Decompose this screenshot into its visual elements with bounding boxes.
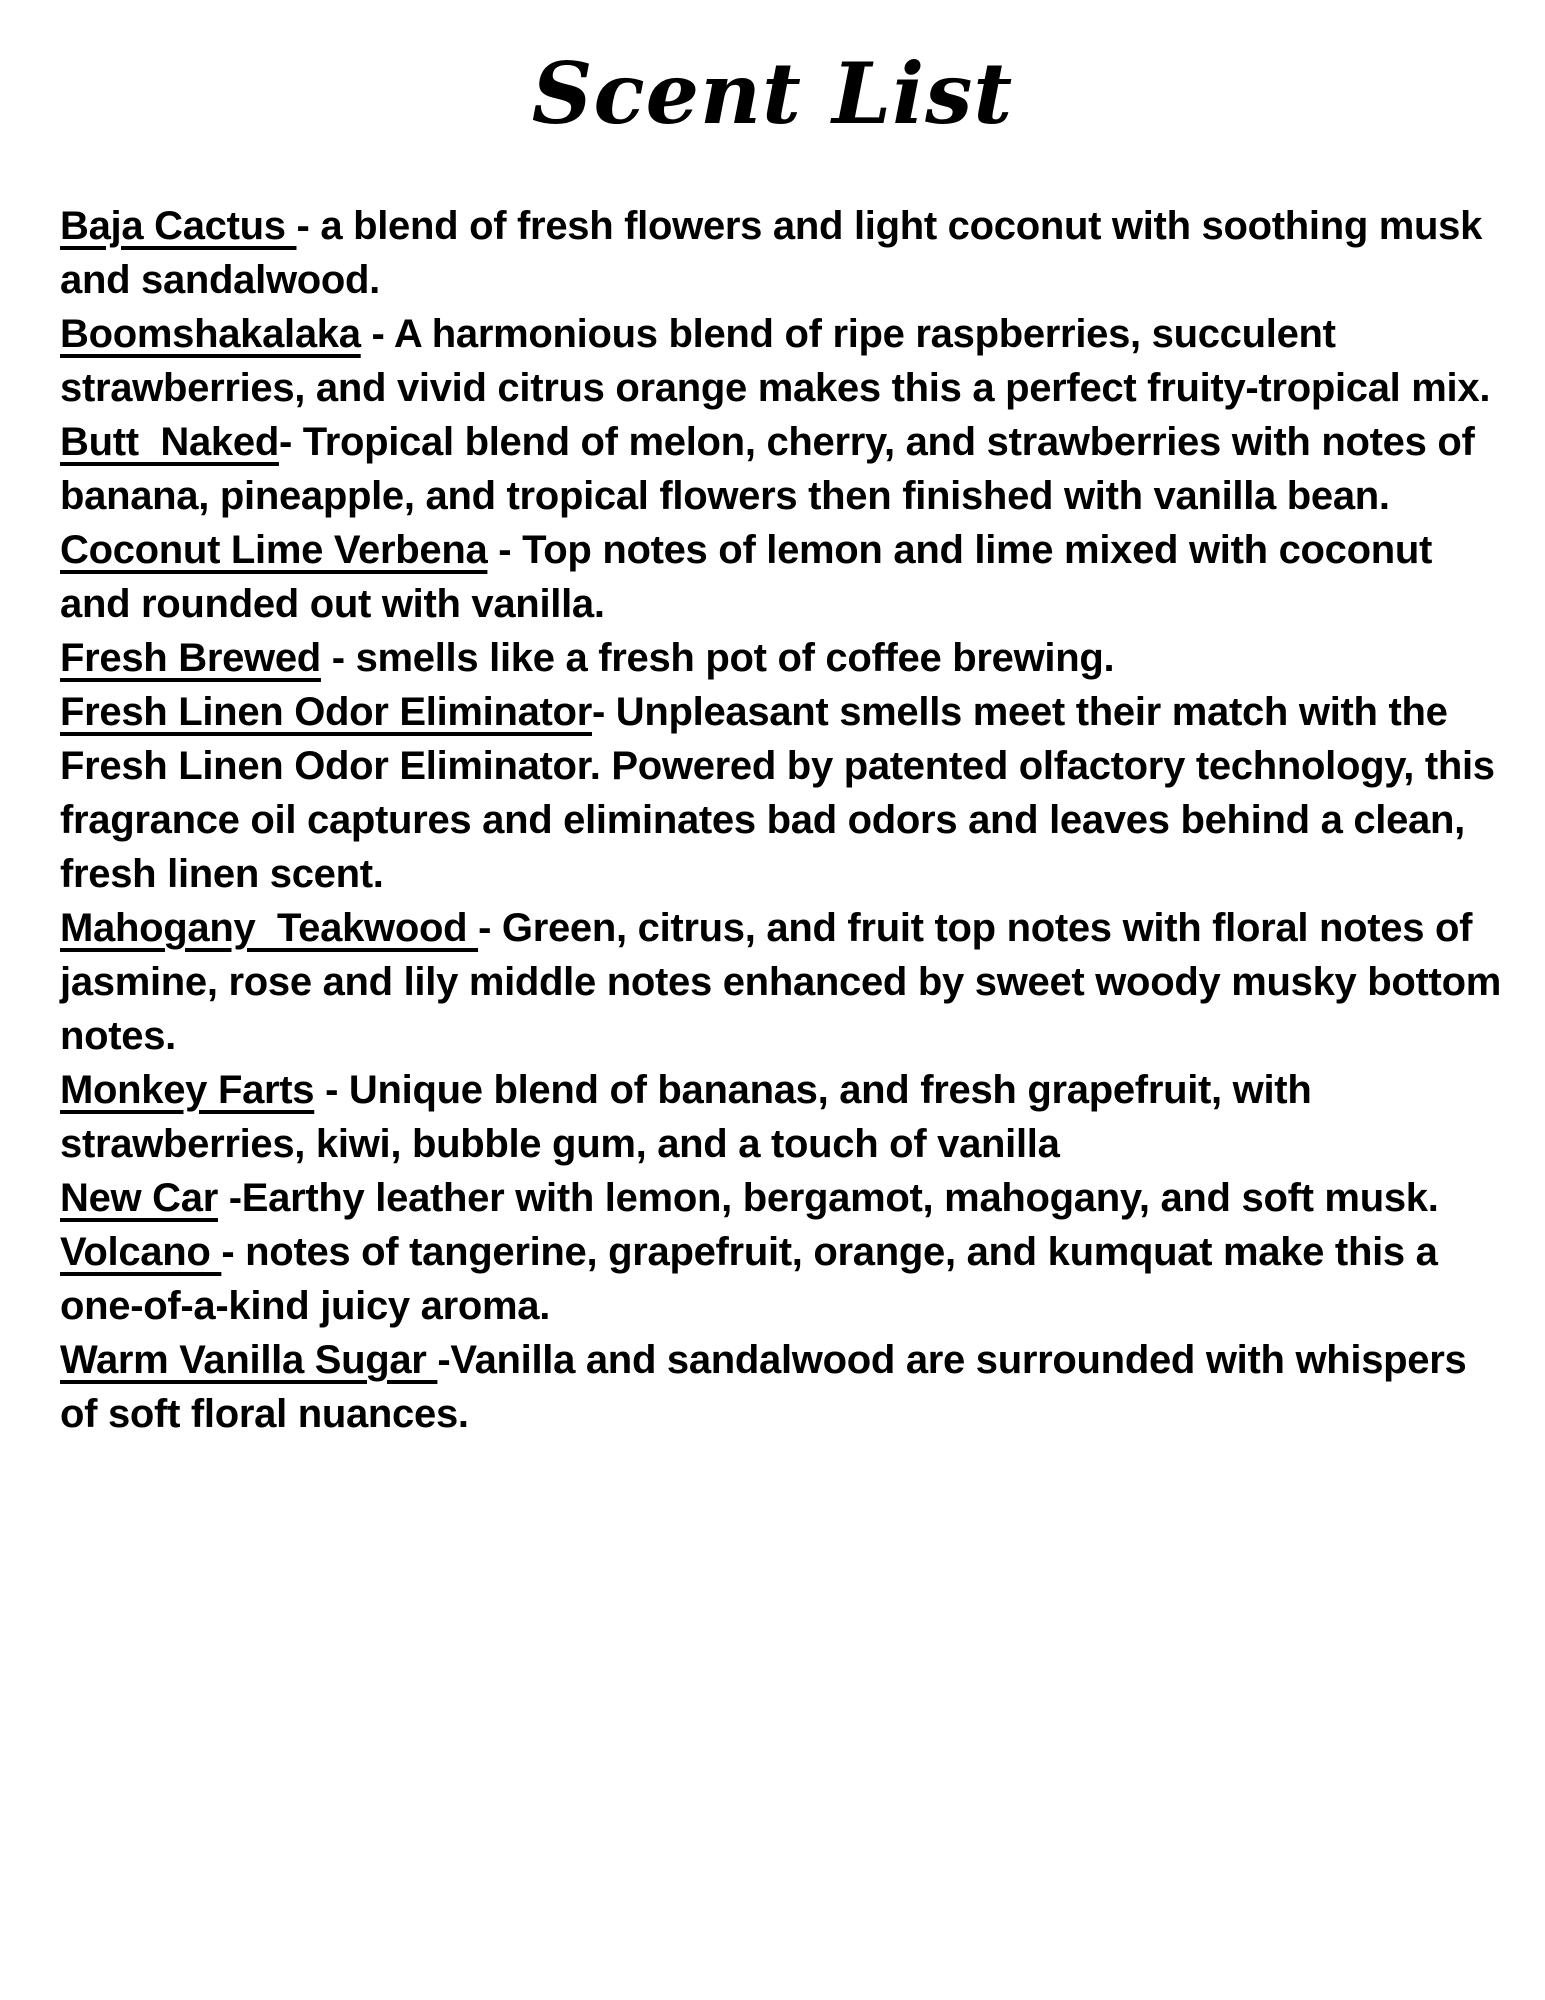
scent-name: Boomshakalaka	[60, 311, 361, 356]
page-title: Scent List	[531, 44, 1014, 143]
scent-name: New Car	[60, 1175, 218, 1220]
scent-name: Fresh Brewed	[60, 635, 321, 680]
scent-description: -Earthy leather with lemon, bergamot, mahogany, and soft musk.	[217, 1175, 1439, 1220]
scent-list	[60, 199, 1503, 1441]
scent-name: Coconut Lime Verbena	[60, 527, 488, 572]
list-item	[60, 1063, 1503, 1171]
list-item	[60, 1225, 1503, 1333]
scent-description: - Tropical blend of melon, cherry, and strawberries with notes of banana, pineapple, and tropical flowers then finished with vanilla bean.	[60, 419, 1475, 518]
scent-name: Baja Cactus	[60, 203, 297, 248]
list-item	[60, 415, 1503, 523]
scent-description: - Green, citrus, and fruit top notes with floral notes of jasmine, rose and lily middle notes enhanced by sweet woody musky bottom notes.	[60, 905, 1501, 1058]
scent-name: Warm Vanilla Sugar	[60, 1337, 438, 1382]
list-item	[60, 307, 1503, 415]
scent-description: - notes of tangerine, grapefruit, orange, and kumquat make this a one-of-a-kind juicy aroma.	[60, 1229, 1438, 1328]
scent-description: - a blend of fresh flowers and light coconut with soothing musk and sandalwood.	[60, 203, 1483, 302]
scent-description: - Unique blend of bananas, and fresh grapefruit, with strawberries, kiwi, bubble gum, and a touch of vanilla	[60, 1067, 1312, 1166]
list-item	[60, 631, 1503, 685]
list-item	[60, 199, 1503, 307]
list-item	[60, 523, 1503, 631]
scent-description: - Top notes of lemon and lime mixed with coconut and rounded out with vanilla.	[60, 527, 1433, 626]
scent-description: - A harmonious blend of ripe raspberries, succulent strawberries, and vivid citrus orange makes this a perfect fruity-tropical mix.	[60, 311, 1491, 410]
list-item	[60, 685, 1503, 901]
scent-name: Monkey Farts	[60, 1067, 315, 1112]
scent-description: -Vanilla and sandalwood are surrounded with whispers of soft floral nuances.	[60, 1337, 1467, 1436]
scent-name: Volcano	[60, 1229, 222, 1274]
list-item	[60, 1171, 1503, 1225]
list-item	[60, 901, 1503, 1063]
scent-description: - Unpleasant smells meet their match with the Fresh Linen Odor Eliminator. Powered by patented olfactory technology, this fragrance oil captures and eliminates bad odors and leaves behind a clean, fresh linen scent.	[60, 689, 1495, 896]
scent-name: Fresh Linen Odor Eliminator	[60, 689, 592, 734]
scent-name: Mahogany Teakwood	[60, 905, 479, 950]
scent-description: - smells like a fresh pot of coffee brewing.	[320, 635, 1115, 680]
list-item	[60, 1333, 1503, 1441]
scent-name: Butt Naked	[60, 419, 279, 464]
